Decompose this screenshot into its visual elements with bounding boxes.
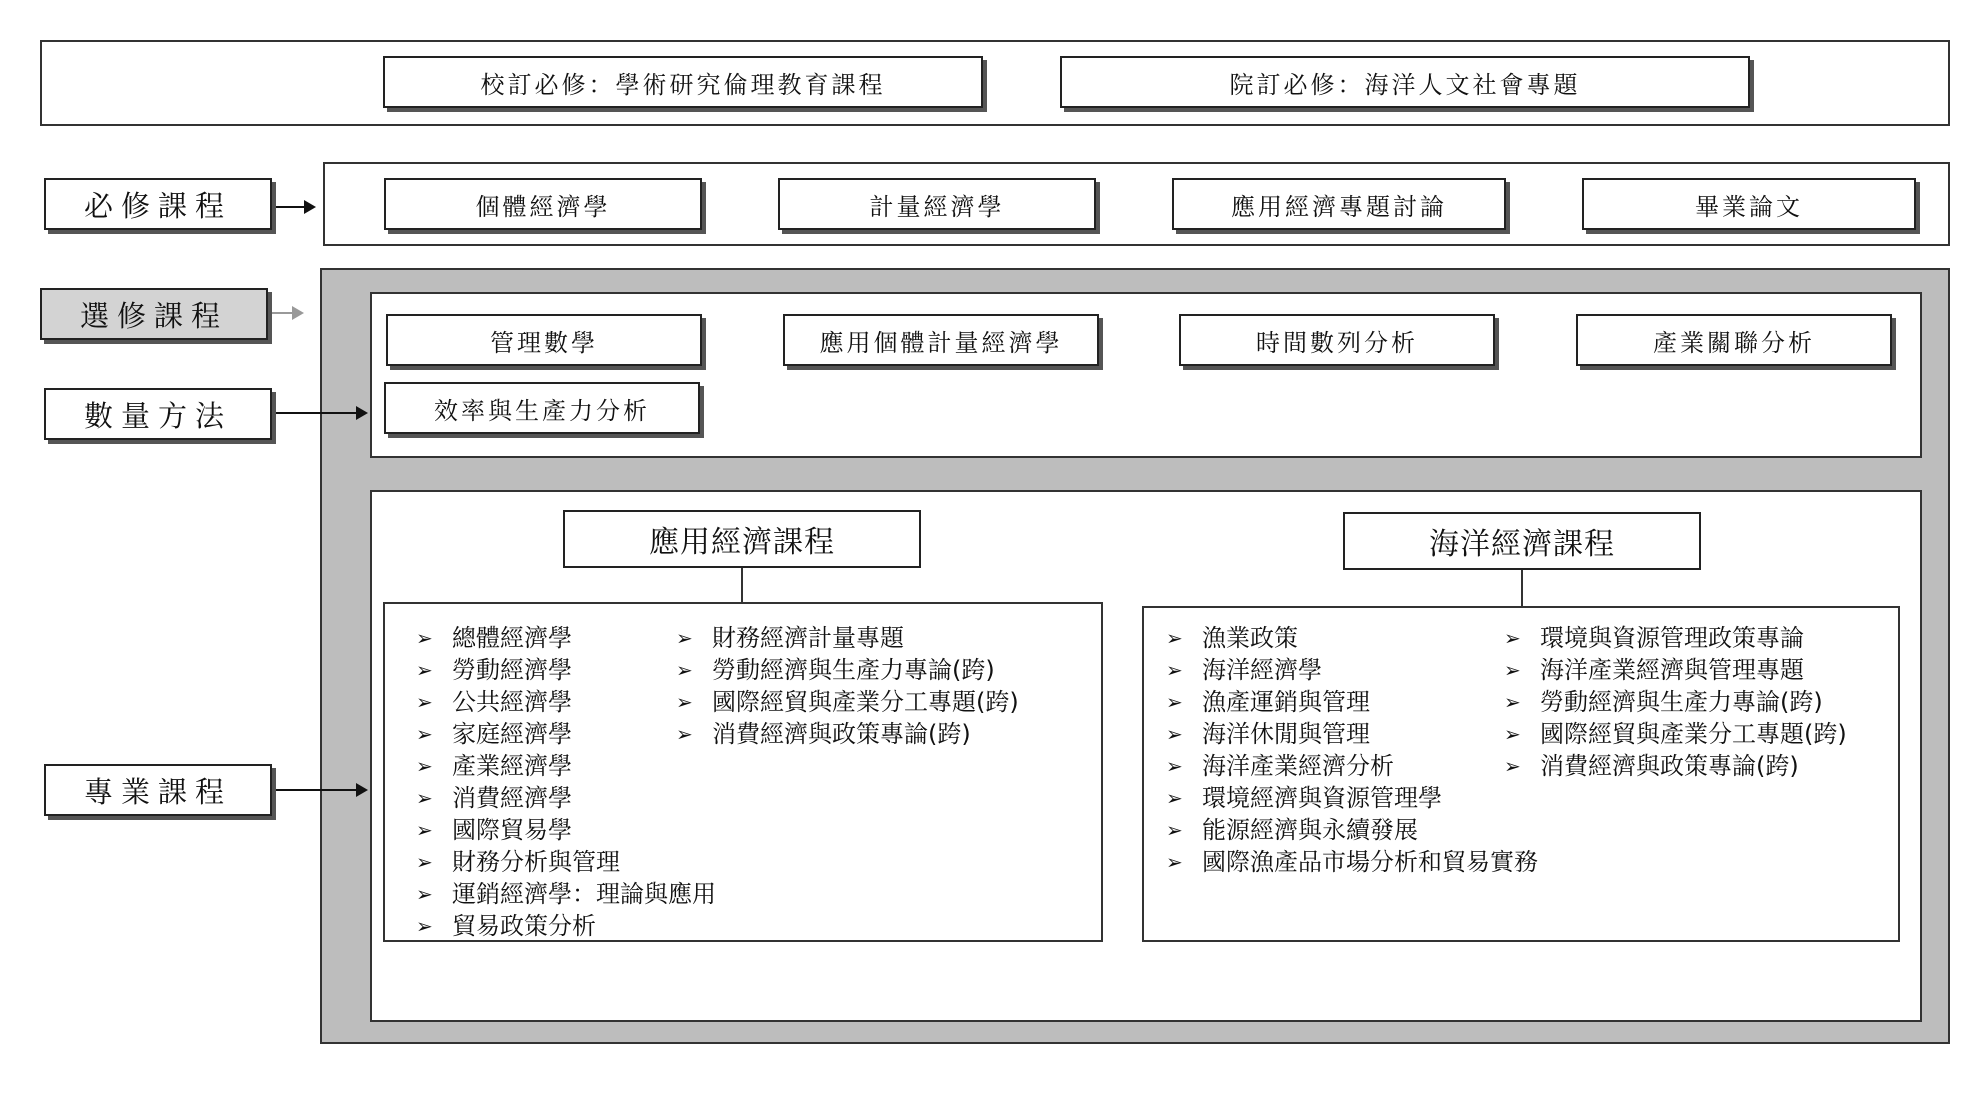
course-list-item — [416, 878, 716, 910]
required-course-box — [1172, 178, 1506, 230]
course-name: 國際貿易學 — [452, 816, 572, 844]
required-course-label: 計量經濟學 — [869, 192, 1005, 221]
course-name: 海洋產業經濟分析 — [1202, 752, 1394, 780]
course-name: 運銷經濟學：理論與應用 — [452, 880, 716, 908]
course-list-item — [1504, 654, 1847, 686]
college-required-box — [1060, 56, 1750, 108]
arrow-bullet-icon: ➢ — [676, 722, 693, 746]
course-list-item — [416, 622, 716, 654]
arrow-bullet-icon: ➢ — [416, 882, 433, 906]
course-name: 海洋休閒與管理 — [1202, 720, 1370, 748]
arrow-bullet-icon: ➢ — [1504, 722, 1521, 746]
course-list-item — [416, 910, 716, 942]
course-list-item — [676, 718, 1019, 750]
required-courses-label-box — [44, 178, 272, 230]
quant-course-box — [783, 314, 1099, 366]
quant-methods-label: 數量方法 — [83, 398, 232, 433]
course-list-item — [1504, 686, 1847, 718]
course-name: 勞動經濟與生產力專論(跨) — [712, 656, 995, 684]
applied-course-list-col1 — [416, 622, 716, 942]
course-name: 總體經濟學 — [452, 624, 572, 652]
course-list-item — [1166, 654, 1538, 686]
course-name: 環境與資源管理政策專論 — [1540, 624, 1804, 652]
course-name: 消費經濟與政策專論(跨) — [712, 720, 971, 748]
professional-courses-label-box — [44, 764, 272, 816]
course-list-item — [416, 654, 716, 686]
elective-courses-label: 選修課程 — [79, 298, 228, 333]
course-name: 家庭經濟學 — [452, 720, 572, 748]
marine-course-list-col1 — [1166, 622, 1538, 878]
arrow-bullet-icon: ➢ — [676, 690, 693, 714]
quant-course-label: 時間數列分析 — [1256, 328, 1418, 357]
course-list-item — [1166, 718, 1538, 750]
course-list-item — [416, 782, 716, 814]
course-list-item — [416, 846, 716, 878]
school-required-box — [383, 56, 983, 108]
quant-course-label: 應用個體計量經濟學 — [819, 328, 1063, 357]
quant-arrow-head — [356, 406, 368, 420]
arrow-bullet-icon: ➢ — [1166, 658, 1183, 682]
course-list-item — [1166, 686, 1538, 718]
arrow-bullet-icon: ➢ — [1166, 722, 1183, 746]
course-list-item — [1166, 782, 1538, 814]
course-name: 能源經濟與永續發展 — [1202, 816, 1418, 844]
course-name: 勞動經濟與生產力專論(跨) — [1540, 688, 1823, 716]
course-name: 財務經濟計量專題 — [712, 624, 904, 652]
arrow-bullet-icon: ➢ — [1166, 626, 1183, 650]
required-course-label: 個體經濟學 — [475, 192, 611, 221]
course-name: 漁業政策 — [1202, 624, 1298, 652]
professional-arrow-line — [276, 789, 358, 791]
course-name: 國際漁產品市場分析和貿易實務 — [1202, 848, 1538, 876]
course-list-item — [676, 654, 1019, 686]
course-name: 消費經濟學 — [452, 784, 572, 812]
course-name: 勞動經濟學 — [452, 656, 572, 684]
course-list-item — [416, 686, 716, 718]
required-courses-label: 必修課程 — [83, 188, 232, 223]
course-list-item — [1166, 846, 1538, 878]
applied-economics-title: 應用經濟課程 — [649, 525, 835, 560]
quant-course-box — [1576, 314, 1892, 366]
arrow-bullet-icon: ➢ — [1504, 626, 1521, 650]
course-name: 產業經濟學 — [452, 752, 572, 780]
course-name: 貿易政策分析 — [452, 912, 596, 940]
course-name: 消費經濟與政策專論(跨) — [1540, 752, 1799, 780]
applied-connector-line — [741, 568, 743, 602]
course-name: 財務分析與管理 — [452, 848, 620, 876]
school-required-label: 校訂必修：學術研究倫理教育課程 — [480, 70, 886, 99]
required-arrow-line — [276, 206, 306, 208]
arrow-bullet-icon: ➢ — [416, 786, 433, 810]
course-name: 國際經貿與產業分工專題(跨) — [1540, 720, 1847, 748]
elective-arrow-head — [292, 306, 304, 320]
required-course-box — [384, 178, 702, 230]
quant-arrow-line — [276, 412, 358, 414]
marine-course-list-col2 — [1504, 622, 1847, 782]
arrow-bullet-icon: ➢ — [416, 722, 433, 746]
arrow-bullet-icon: ➢ — [1504, 690, 1521, 714]
course-list-item — [676, 686, 1019, 718]
course-list-item — [416, 718, 716, 750]
arrow-bullet-icon: ➢ — [1166, 690, 1183, 714]
required-course-label: 畢業論文 — [1695, 192, 1803, 221]
professional-courses-label: 專業課程 — [83, 774, 232, 809]
arrow-bullet-icon: ➢ — [1166, 850, 1183, 874]
course-list-item — [1166, 622, 1538, 654]
course-name: 海洋經濟學 — [1202, 656, 1322, 684]
quant-course-label: 效率與生產力分析 — [434, 396, 650, 425]
arrow-bullet-icon: ➢ — [1166, 754, 1183, 778]
quant-course-box — [386, 314, 702, 366]
course-name: 國際經貿與產業分工專題(跨) — [712, 688, 1019, 716]
marine-economics-title-box — [1343, 512, 1701, 570]
applied-economics-title-box — [563, 510, 921, 568]
course-list-item — [1166, 750, 1538, 782]
course-name: 環境經濟與資源管理學 — [1202, 784, 1442, 812]
required-arrow-head — [304, 200, 316, 214]
course-name: 漁產運銷與管理 — [1202, 688, 1370, 716]
course-list-item — [1166, 814, 1538, 846]
arrow-bullet-icon: ➢ — [1504, 754, 1521, 778]
course-list-item — [1504, 718, 1847, 750]
arrow-bullet-icon: ➢ — [1504, 658, 1521, 682]
applied-course-list-col2 — [676, 622, 1019, 750]
required-course-box — [1582, 178, 1916, 230]
arrow-bullet-icon: ➢ — [1166, 786, 1183, 810]
arrow-bullet-icon: ➢ — [416, 690, 433, 714]
arrow-bullet-icon: ➢ — [1166, 818, 1183, 842]
required-course-label: 應用經濟專題討論 — [1231, 192, 1447, 221]
arrow-bullet-icon: ➢ — [416, 818, 433, 842]
marine-connector-line — [1521, 570, 1523, 606]
elective-courses-label-box — [40, 288, 268, 340]
quant-course-label: 產業關聯分析 — [1653, 328, 1815, 357]
quant-course-box — [1179, 314, 1495, 366]
course-list-item — [676, 622, 1019, 654]
arrow-bullet-icon: ➢ — [416, 914, 433, 938]
elective-arrow-line — [272, 312, 294, 314]
quant-course-box — [384, 382, 700, 434]
arrow-bullet-icon: ➢ — [676, 626, 693, 650]
course-list-item — [1504, 750, 1847, 782]
college-required-label: 院訂必修：海洋人文社會專題 — [1229, 70, 1581, 99]
course-name: 海洋產業經濟與管理專題 — [1540, 656, 1804, 684]
course-list-item — [1504, 622, 1847, 654]
arrow-bullet-icon: ➢ — [416, 850, 433, 874]
quant-course-label: 管理數學 — [490, 328, 598, 357]
professional-arrow-head — [356, 783, 368, 797]
quant-methods-label-box — [44, 388, 272, 440]
arrow-bullet-icon: ➢ — [416, 754, 433, 778]
course-list-item — [416, 814, 716, 846]
arrow-bullet-icon: ➢ — [416, 658, 433, 682]
marine-economics-title: 海洋經濟課程 — [1429, 527, 1615, 562]
arrow-bullet-icon: ➢ — [416, 626, 433, 650]
arrow-bullet-icon: ➢ — [676, 658, 693, 682]
course-name: 公共經濟學 — [452, 688, 572, 716]
course-list-item — [416, 750, 716, 782]
required-course-box — [778, 178, 1096, 230]
